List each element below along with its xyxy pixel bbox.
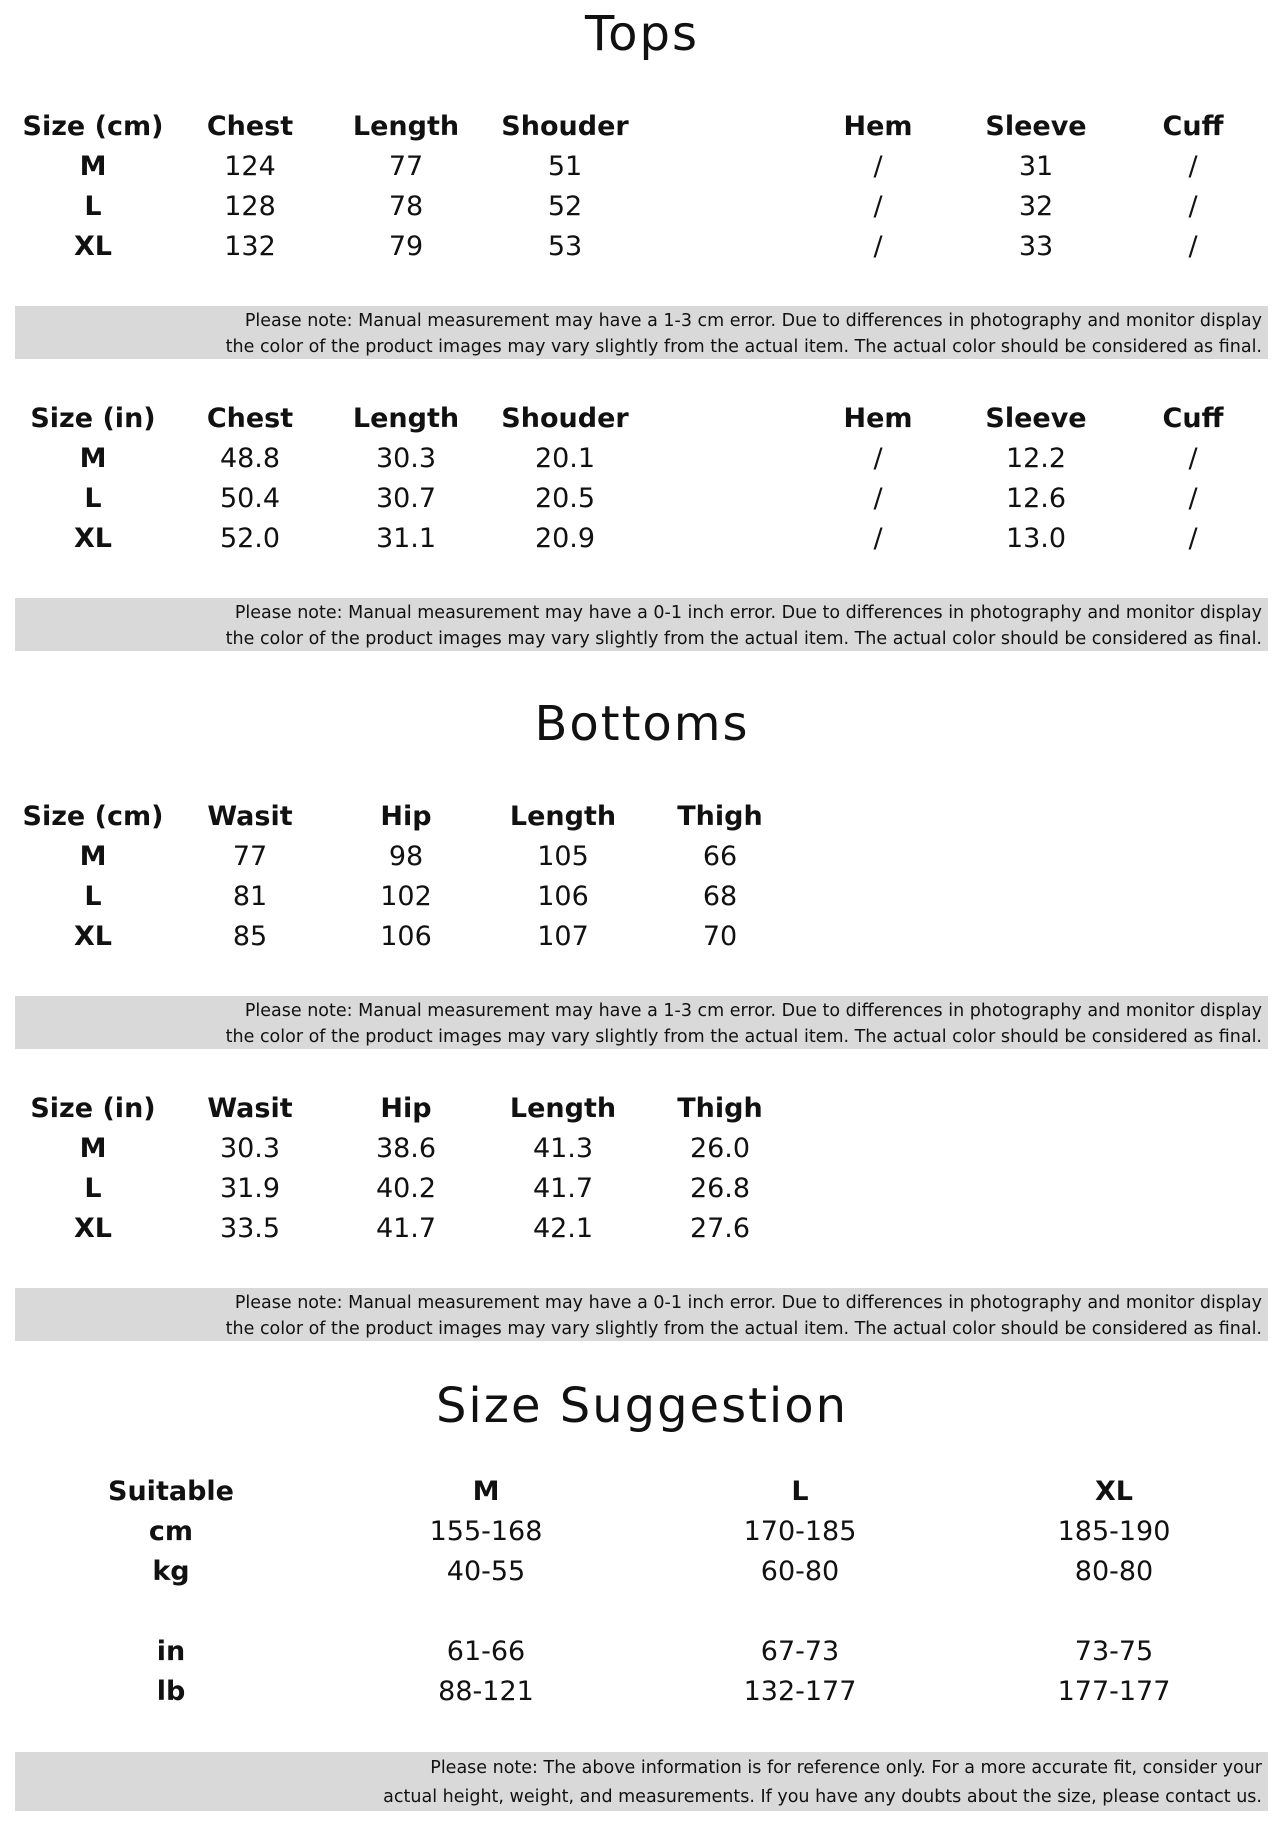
table-cell: /	[1188, 443, 1198, 474]
table-cell: 42.1	[532, 1213, 594, 1244]
column-header: Wasit	[207, 1093, 293, 1124]
table-cell: /	[873, 523, 883, 554]
table-cell: 67-73	[760, 1636, 840, 1667]
table-cell: /	[1188, 191, 1198, 222]
table-cell: 66	[702, 841, 738, 872]
column-header: Shouder	[501, 403, 629, 434]
table-cell: /	[873, 231, 883, 262]
column-header: Shouder	[501, 111, 629, 142]
table-cell: 20.1	[534, 443, 596, 474]
column-header: Hem	[843, 403, 913, 434]
table-cell: 177-177	[1057, 1676, 1171, 1707]
column-header: Length	[509, 801, 617, 832]
table-cell: /	[1188, 523, 1198, 554]
table-cell: /	[873, 151, 883, 182]
size-suggestion-title: Size Suggestion	[435, 1378, 849, 1434]
column-header: Thigh	[677, 1093, 763, 1124]
row-label: XL	[73, 523, 113, 554]
table-cell: 41.7	[375, 1213, 437, 1244]
bottoms-title: Bottoms	[534, 696, 750, 752]
column-header: M	[472, 1476, 500, 1507]
table-cell: /	[873, 483, 883, 514]
table-cell: /	[873, 191, 883, 222]
table-cell: 20.9	[534, 523, 596, 554]
table-cell: 30.7	[375, 483, 437, 514]
size-suggestion-note	[15, 1752, 1268, 1811]
table-cell: 77	[388, 151, 424, 182]
table-cell: 79	[388, 231, 424, 262]
table-cell: 41.7	[532, 1173, 594, 1204]
row-label: lb	[156, 1676, 186, 1707]
tops-title: Tops	[584, 6, 699, 62]
table-cell: 73-75	[1074, 1636, 1154, 1667]
row-label: in	[156, 1636, 186, 1667]
table-cell: 132	[224, 231, 276, 262]
column-header: Chest	[206, 111, 294, 142]
row-label: XL	[73, 921, 113, 952]
column-header: Hip	[380, 1093, 432, 1124]
note-line: the color of the product images may vary slightly from the actual item. The actual color should be considered as final.	[225, 1319, 1262, 1339]
tops-cm-note	[15, 306, 1268, 359]
tops-in-note	[15, 598, 1268, 651]
row-label: M	[79, 151, 107, 182]
table-cell: 53	[547, 231, 583, 262]
row-label: kg	[152, 1556, 190, 1587]
note-line: Please note: Manual measurement may have a 0-1 inch error. Due to differences in photography and monitor display	[234, 603, 1262, 623]
table-cell: /	[1188, 151, 1198, 182]
table-cell: 31.9	[219, 1173, 281, 1204]
table-cell: 20.5	[534, 483, 596, 514]
table-cell: 52	[547, 191, 583, 222]
table-cell: 124	[224, 151, 276, 182]
column-header: Length	[352, 111, 460, 142]
row-label: L	[84, 191, 102, 222]
table-cell: 68	[702, 881, 738, 912]
table-cell: 170-185	[743, 1516, 857, 1547]
column-header: Suitable	[108, 1476, 234, 1507]
table-cell: 26.8	[689, 1173, 751, 1204]
table-cell: 40.2	[375, 1173, 437, 1204]
table-cell: 81	[232, 881, 268, 912]
table-cell: 132-177	[743, 1676, 857, 1707]
row-label: cm	[148, 1516, 194, 1547]
table-cell: 52.0	[219, 523, 281, 554]
note-line: the color of the product images may vary slightly from the actual item. The actual color should be considered as final.	[225, 337, 1262, 357]
note-line: actual height, weight, and measurements. If you have any doubts about the size, please contact us.	[383, 1787, 1262, 1807]
row-label: M	[79, 443, 107, 474]
table-cell: 70	[702, 921, 738, 952]
note-line: Please note: The above information is for reference only. For a more accurate fit, consider your	[430, 1758, 1262, 1778]
table-cell: 88-121	[438, 1676, 534, 1707]
column-header: L	[791, 1476, 809, 1507]
table-cell: 38.6	[375, 1133, 437, 1164]
table-cell: 185-190	[1057, 1516, 1171, 1547]
note-line: the color of the product images may vary slightly from the actual item. The actual color should be considered as final.	[225, 1027, 1262, 1047]
column-header: Length	[509, 1093, 617, 1124]
column-header: Sleeve	[985, 403, 1087, 434]
table-cell: 155-168	[429, 1516, 543, 1547]
note-line: Please note: Manual measurement may have a 1-3 cm error. Due to differences in photography and monitor display	[244, 1001, 1262, 1021]
table-cell: /	[1188, 231, 1198, 262]
row-label: M	[79, 1133, 107, 1164]
column-header: XL	[1094, 1476, 1134, 1507]
column-header: Size (in)	[30, 1093, 156, 1124]
table-cell: 13.0	[1005, 523, 1067, 554]
table-cell: 26.0	[689, 1133, 751, 1164]
bottoms-in-note	[15, 1288, 1268, 1341]
note-line: Please note: Manual measurement may have a 0-1 inch error. Due to differences in photography and monitor display	[234, 1293, 1262, 1313]
table-cell: 12.6	[1005, 483, 1067, 514]
table-cell: 60-80	[760, 1556, 840, 1587]
table-cell: 41.3	[532, 1133, 594, 1164]
table-cell: 33.5	[219, 1213, 281, 1244]
table-cell: 102	[380, 881, 432, 912]
table-cell: 51	[547, 151, 583, 182]
column-header: Hip	[380, 801, 432, 832]
column-header: Cuff	[1162, 111, 1224, 142]
table-cell: 106	[380, 921, 432, 952]
table-cell: 98	[388, 841, 424, 872]
table-cell: 50.4	[219, 483, 281, 514]
column-header: Chest	[206, 403, 294, 434]
note-line: Please note: Manual measurement may have a 1-3 cm error. Due to differences in photography and monitor display	[244, 311, 1262, 331]
table-cell: 78	[388, 191, 424, 222]
table-cell: 107	[537, 921, 589, 952]
table-cell: 48.8	[219, 443, 281, 474]
column-header: Length	[352, 403, 460, 434]
column-header: Size (cm)	[22, 111, 164, 142]
column-header: Sleeve	[985, 111, 1087, 142]
table-cell: 106	[537, 881, 589, 912]
table-cell: 77	[232, 841, 268, 872]
column-header: Size (cm)	[22, 801, 164, 832]
row-label: M	[79, 841, 107, 872]
table-cell: 30.3	[219, 1133, 281, 1164]
table-cell: 40-55	[446, 1556, 526, 1587]
row-label: L	[84, 1173, 102, 1204]
column-header: Cuff	[1162, 403, 1224, 434]
row-label: XL	[73, 1213, 113, 1244]
table-cell: 105	[537, 841, 589, 872]
column-header: Size (in)	[30, 403, 156, 434]
column-header: Hem	[843, 111, 913, 142]
table-cell: 31	[1018, 151, 1054, 182]
row-label: L	[84, 483, 102, 514]
table-cell: 85	[232, 921, 268, 952]
row-label: L	[84, 881, 102, 912]
row-label: XL	[73, 231, 113, 262]
table-cell: /	[1188, 483, 1198, 514]
table-cell: 128	[224, 191, 276, 222]
table-cell: 32	[1018, 191, 1054, 222]
column-header: Wasit	[207, 801, 293, 832]
note-line: the color of the product images may vary slightly from the actual item. The actual color should be considered as final.	[225, 629, 1262, 649]
table-cell: 12.2	[1005, 443, 1067, 474]
table-cell: 31.1	[375, 523, 437, 554]
table-cell: 27.6	[689, 1213, 751, 1244]
column-header: Thigh	[677, 801, 763, 832]
bottoms-cm-note	[15, 996, 1268, 1049]
table-cell: 80-80	[1074, 1556, 1154, 1587]
table-cell: 30.3	[375, 443, 437, 474]
table-cell: 33	[1018, 231, 1054, 262]
table-cell: /	[873, 443, 883, 474]
table-cell: 61-66	[446, 1636, 526, 1667]
